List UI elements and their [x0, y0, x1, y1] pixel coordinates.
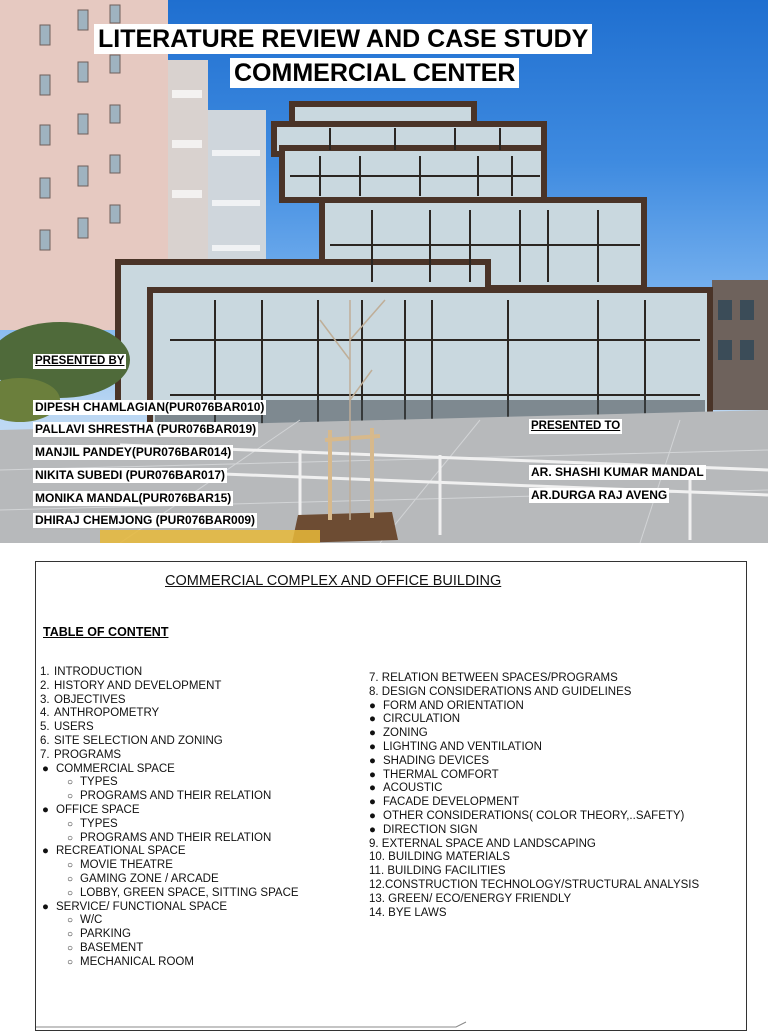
list-item: ● OTHER CONSIDERATIONS( COLOR THEORY,..SAFETY) — [369, 809, 685, 822]
list-item: ● ZONING — [369, 727, 428, 740]
list-item: ● SHADING DEVICES — [369, 754, 490, 767]
list-item: ● COMMERCIAL SPACE — [42, 762, 175, 775]
presenter-name: NIKITA SUBEDI (PUR076BAR017) — [35, 468, 226, 482]
recipient-name: AR. SHASHI KUMAR MANDAL — [531, 465, 704, 479]
list-item: 7. RELATION BETWEEN SPACES/PROGRAMS — [369, 672, 618, 684]
list-item: ○ MOVIE THEATRE — [67, 859, 173, 872]
list-item: 7. PROGRAMS — [40, 748, 122, 761]
presented-by-label: PRESENTED BY — [35, 355, 125, 367]
list-item: 10. BUILDING MATERIALS — [369, 851, 511, 864]
list-item: 13. GREEN/ ECO/ENERGY FRIENDLY — [369, 892, 572, 905]
list-item: ● CIRCULATION — [369, 713, 461, 726]
presenter-name: MANJIL PANDEY(PUR076BAR014) — [35, 445, 232, 459]
list-item: ○ LOBBY, GREEN SPACE, SITTING SPACE — [67, 886, 299, 899]
footer-divider — [36, 1020, 746, 1030]
list-item: ○ PARKING — [67, 928, 131, 941]
list-item: 14. BYE LAWS — [369, 906, 447, 919]
list-item: ● THERMAL COMFORT — [369, 768, 499, 781]
list-item: 5. USERS — [40, 721, 94, 734]
table-of-content-slide — [35, 561, 747, 1031]
list-item: ○ TYPES — [67, 817, 118, 830]
presenter-name: PALLAVI SHRESTHA (PUR076BAR019) — [35, 422, 257, 436]
list-item: 11. BUILDING FACILITIES — [369, 865, 506, 878]
cover-title-line-2: COMMERCIAL CENTER — [230, 58, 519, 88]
toc-right-column — [369, 672, 699, 920]
list-item: 6. SITE SELECTION AND ZONING — [40, 734, 223, 747]
list-item: ○ GAMING ZONE / ARCADE — [67, 872, 219, 885]
recipient-name: AR.DURGA RAJ AVENG — [531, 488, 668, 502]
list-item: ○ MECHANICAL ROOM — [67, 955, 194, 968]
presenter-name: DIPESH CHAMLAGIAN(PUR076BAR010) — [35, 400, 265, 414]
toc-heading: TABLE OF CONTENT — [43, 625, 169, 639]
list-item: 9. EXTERNAL SPACE AND LANDSCAPING — [369, 837, 596, 850]
list-item: ○ BASEMENT — [67, 941, 144, 954]
slide-title: COMMERCIAL COMPLEX AND OFFICE BUILDING — [165, 573, 502, 589]
list-item: ● DIRECTION SIGN — [369, 823, 478, 836]
list-item: 1. INTRODUCTION — [40, 666, 143, 678]
list-item: 3. OBJECTIVES — [40, 693, 126, 706]
list-item: ● ACOUSTIC — [369, 782, 443, 795]
presented-to-label: PRESENTED TO — [531, 420, 621, 432]
list-item: ● LIGHTING AND VENTILATION — [369, 740, 542, 753]
list-item: 2. HISTORY AND DEVELOPMENT — [40, 679, 222, 692]
list-item: ● OFFICE SPACE — [42, 803, 140, 816]
cover-title-line-1: LITERATURE REVIEW AND CASE STUDY — [94, 24, 592, 54]
list-item: ● RECREATIONAL SPACE — [42, 845, 186, 858]
presenter-name: DHIRAJ CHEMJONG (PUR076BAR009) — [35, 513, 256, 527]
list-item: 8. DESIGN CONSIDERATIONS AND GUIDELINES — [369, 685, 632, 698]
list-item: ● FACADE DEVELOPMENT — [369, 796, 520, 809]
presenter-name: MONIKA MANDAL(PUR076BAR15) — [35, 491, 232, 505]
list-item: 12.CONSTRUCTION TECHNOLOGY/STRUCTURAL ANALYSIS — [369, 878, 700, 891]
toc-left-column — [40, 666, 299, 970]
list-item: ○ TYPES — [67, 776, 118, 789]
list-item: ○ PROGRAMS AND THEIR RELATION — [67, 790, 272, 803]
list-item: 4. ANTHROPOMETRY — [40, 707, 160, 720]
list-item: ○ W/C — [67, 914, 103, 927]
list-item: ○ PROGRAMS AND THEIR RELATION — [67, 831, 272, 844]
list-item: ● FORM AND ORIENTATION — [369, 699, 524, 712]
list-item: ● SERVICE/ FUNCTIONAL SPACE — [42, 900, 228, 913]
